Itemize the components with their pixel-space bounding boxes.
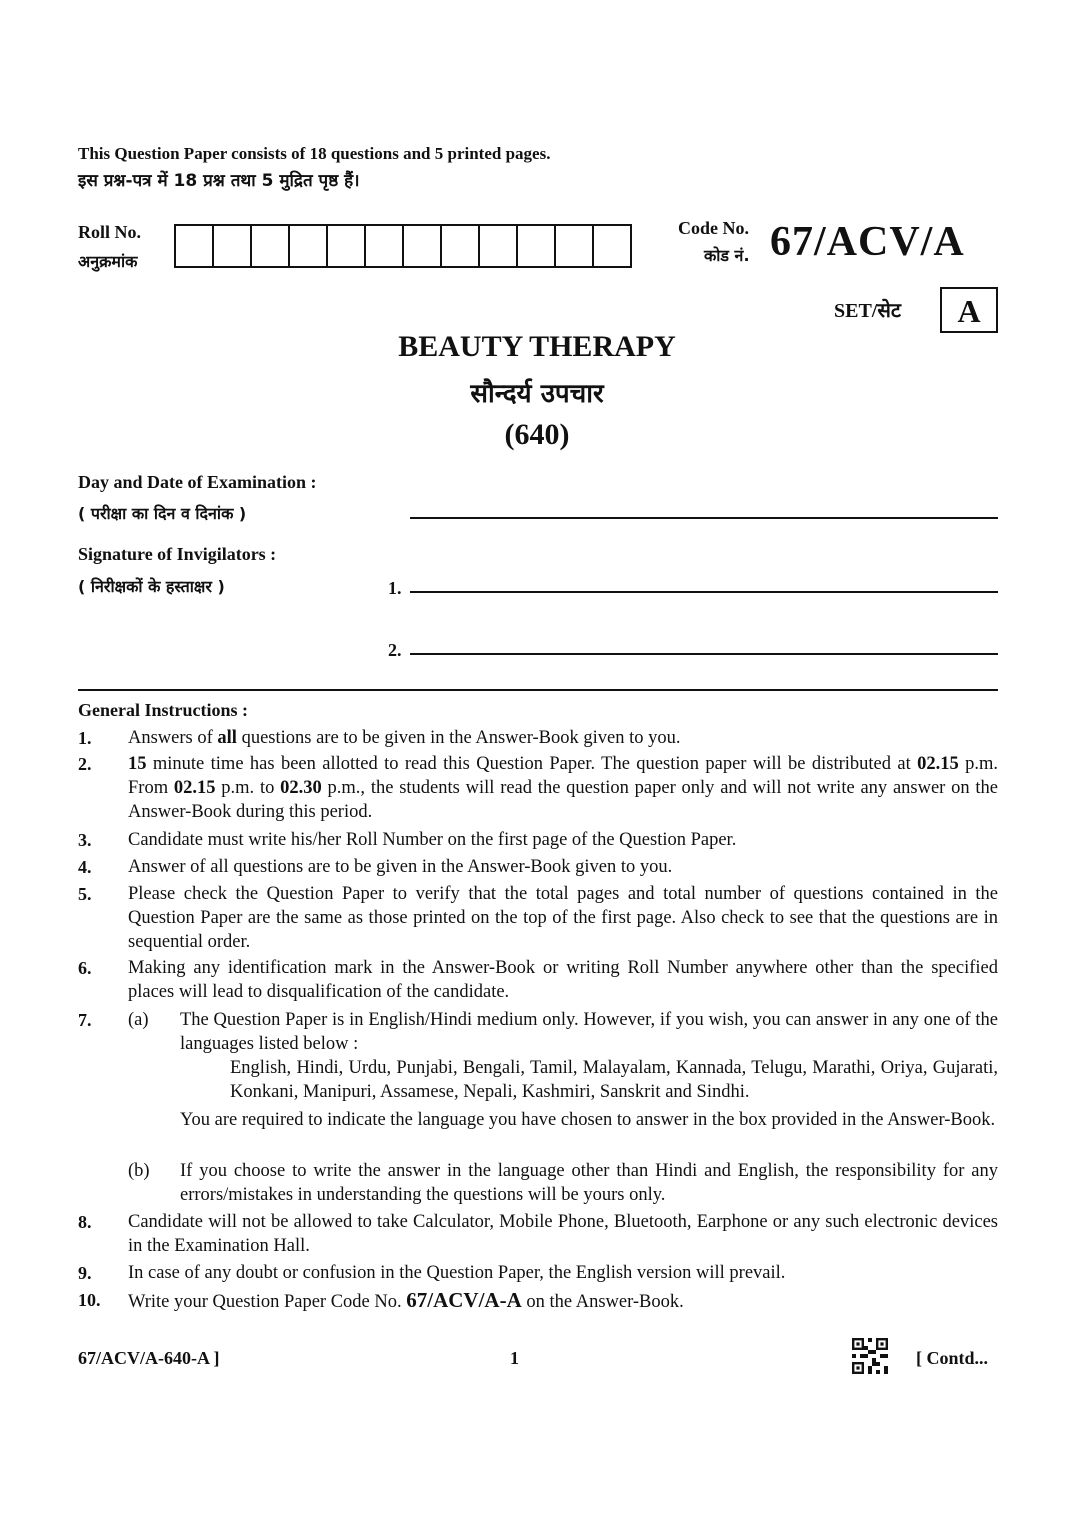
invigilator-2-number: 2. — [388, 640, 402, 660]
section-divider — [78, 689, 998, 691]
text-part-bold: 02.30 — [280, 778, 322, 798]
sub-item-label: (a) — [128, 1010, 149, 1030]
instruction-text: Candidate must write his/her Roll Number on the first page of the Question Paper. — [128, 830, 737, 850]
subject-title: BEAUTY THERAPY — [398, 330, 676, 363]
roll-digit-box[interactable] — [478, 224, 518, 268]
invigilators-label: Signature of Invigilators : — [78, 544, 277, 564]
code-number-value: 67/ACV/A — [770, 219, 965, 265]
roll-digit-box[interactable] — [288, 224, 328, 268]
page-count-line: This Question Paper consists of 18 questions and 5 printed pages. — [78, 144, 551, 163]
roll-digit-box[interactable] — [402, 224, 442, 268]
instruction-text: Answer of all questions are to be given in the Answer-Book given to you. — [128, 857, 673, 877]
text-part-bold: 02.15 — [173, 778, 216, 798]
invigilator-1-number: 1. — [388, 578, 402, 598]
exam-date-field[interactable] — [410, 517, 998, 519]
qr-code-icon — [852, 1338, 888, 1374]
subject-title-hindi: सौन्दर्य उपचार — [470, 379, 604, 409]
invigilator-2-signature-field[interactable] — [410, 653, 998, 655]
instruction-text: If you choose to write the answer in the language other than Hindi and English, the responsibility for any errors/mistakes in understanding the questions will be yours only. — [180, 1161, 998, 1205]
text-part: on the Answer-Book. — [521, 1292, 684, 1312]
instruction-text — [128, 726, 998, 750]
exam-date-label-hindi: ( परीक्षा का दिन व दिनांक ) — [78, 504, 247, 523]
instruction-text: The Question Paper is in English/Hindi medium only. However, if you wish, you can answer in any one of the languages listed below : — [180, 1010, 998, 1054]
instruction-text — [128, 1288, 998, 1314]
invigilators-label-hindi: ( निरीक्षकों के हस्ताक्षर ) — [78, 577, 225, 596]
roll-number-boxes — [176, 224, 632, 268]
text-part-bold: 67/ACV/A-A — [406, 1288, 522, 1312]
instruction-number: 1. — [78, 728, 92, 748]
instruction-text: Making any identification mark in the Answer-Book or writing Roll Number anywhere other than the specified places will lead to disqualification of the candidate. — [128, 958, 998, 1002]
text-part: p.m. From — [128, 754, 999, 798]
instruction-number: 5. — [78, 884, 92, 904]
roll-digit-box[interactable] — [440, 224, 480, 268]
instruction-text — [128, 752, 998, 824]
instruction-text: In case of any doubt or confusion in the Question Paper, the English version will prevail. — [128, 1263, 786, 1283]
instruction-text: Candidate will not be allowed to take Calculator, Mobile Phone, Bluetooth, Earphone or any such electronic devices in the Examination Hall. — [128, 1212, 998, 1256]
roll-digit-box[interactable] — [516, 224, 556, 268]
text-part-bold: 02.15 — [917, 754, 959, 774]
instructions-title: General Instructions : — [78, 700, 248, 720]
text-part-bold: all — [217, 728, 237, 748]
roll-digit-box[interactable] — [554, 224, 594, 268]
instruction-text: You are required to indicate the language you have chosen to answer in the box provided in the Answer-Book. — [180, 1110, 996, 1130]
language-list: English, Hindi, Urdu, Punjabi, Bengali, Tamil, Malayalam, Kannada, Telugu, Marathi, Oriya, Gujarati, Konkani, Manipuri, Assamese, Nepali, Kashmiri, Sanskrit and Sindhi. — [230, 1058, 998, 1102]
instruction-number: 10. — [78, 1290, 101, 1310]
roll-digit-box[interactable] — [326, 224, 366, 268]
page-count-line-hindi: इस प्रश्न-पत्र में 18 प्रश्न तथा 5 मुद्रित पृष्ठ हैं। — [78, 171, 360, 191]
roll-digit-box[interactable] — [592, 224, 632, 268]
roll-digit-box[interactable] — [174, 224, 214, 268]
invigilator-1-signature-field[interactable] — [410, 591, 998, 593]
roll-digit-box[interactable] — [212, 224, 252, 268]
footer-contd: [ Contd... — [916, 1348, 989, 1368]
instruction-number: 4. — [78, 857, 92, 877]
roll-digit-box[interactable] — [250, 224, 290, 268]
code-number-label-hindi: कोड नं. — [704, 246, 750, 265]
instruction-number: 6. — [78, 958, 92, 978]
sub-item-label: (b) — [128, 1161, 150, 1181]
roll-digit-box[interactable] — [364, 224, 404, 268]
footer-page-number: 1 — [510, 1348, 519, 1368]
text-part: questions are to be given in the Answer-Book given to you. — [236, 728, 681, 748]
set-value-box: A — [940, 287, 998, 333]
exam-date-label: Day and Date of Examination : — [78, 472, 317, 492]
instruction-number: 3. — [78, 830, 92, 850]
instruction-number: 9. — [78, 1263, 92, 1283]
instruction-text: Please check the Question Paper to verify that the total pages and total number of questions contained in the Question Paper are the same as those printed on the top of the first page. Also check to see that the questions are in sequential order. — [128, 884, 998, 952]
code-number-label: Code No. — [678, 218, 749, 238]
subject-code: (640) — [504, 418, 570, 451]
instruction-number: 2. — [78, 754, 92, 774]
text-part: Write your Question Paper Code No. — [128, 1292, 407, 1312]
text-part: Answers of — [128, 728, 218, 748]
text-part: minute time has been allotted to read this Question Paper. The question paper will be distributed at — [146, 754, 918, 774]
instruction-number: 8. — [78, 1212, 92, 1232]
set-label: SET/सेट — [834, 300, 901, 322]
footer-paper-code: 67/ACV/A-640-A ] — [78, 1348, 220, 1368]
roll-number-label-hindi: अनुक्रमांक — [78, 252, 138, 271]
instruction-number: 7. — [78, 1010, 92, 1030]
roll-number-label: Roll No. — [78, 222, 141, 242]
text-part: p.m. to — [215, 778, 281, 798]
text-part-bold: 15 — [128, 754, 147, 774]
text-part: p.m., the students will read the question paper only and will not write any answer on the Answer-Book during this period. — [128, 778, 998, 822]
